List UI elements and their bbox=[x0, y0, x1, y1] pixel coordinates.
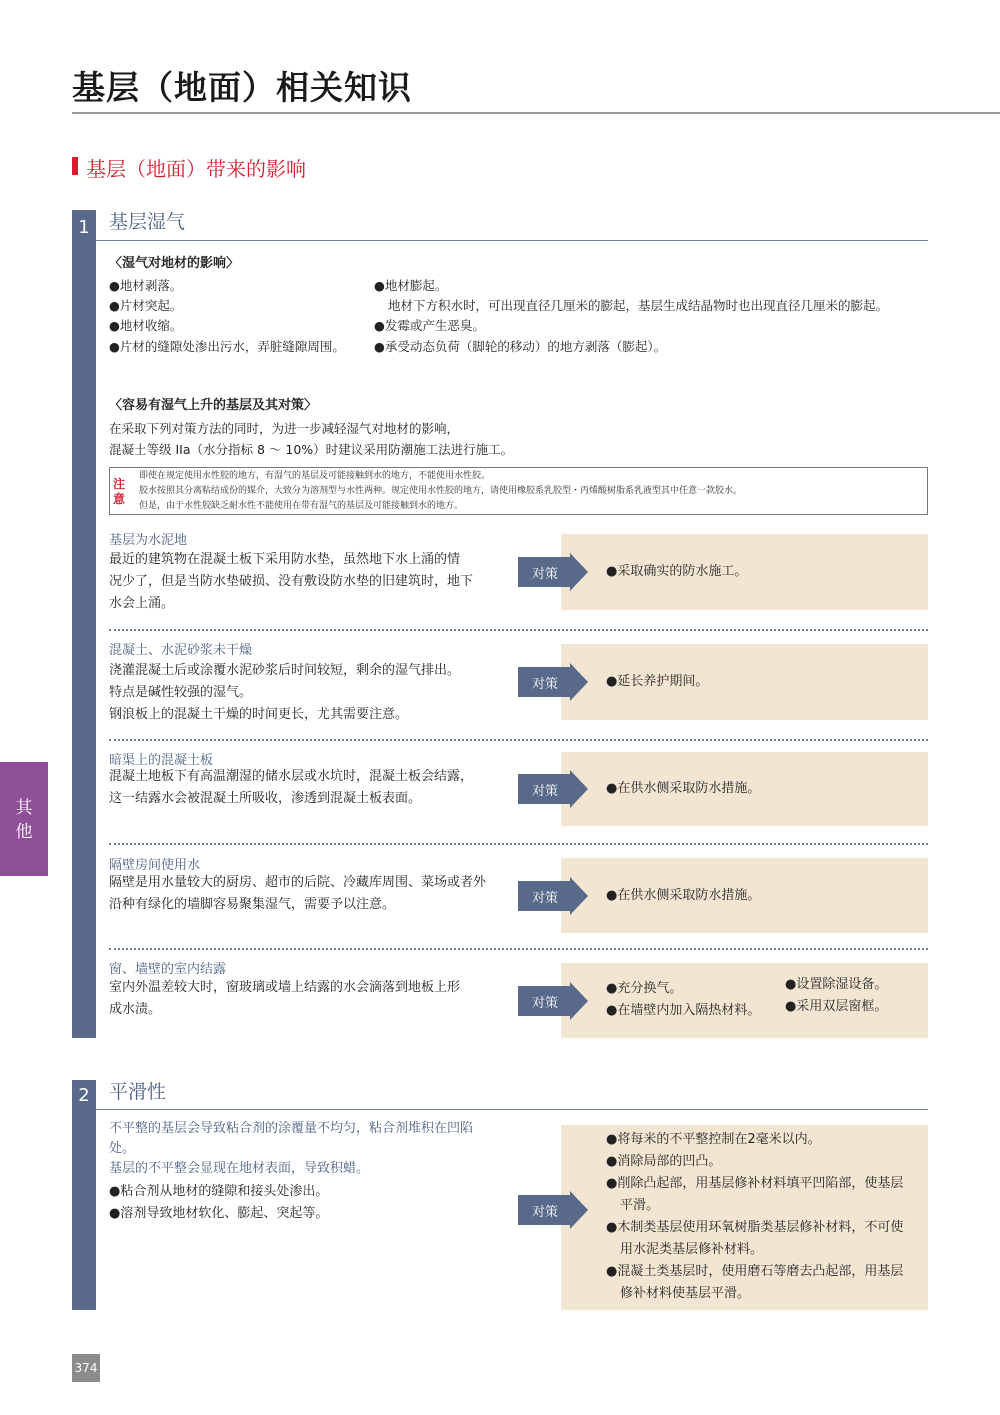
item-title: 基层为水泥地 bbox=[109, 533, 188, 548]
measures-intro: 混凝土等级 IIa（水分指标 8 ～ 10%）时建议采用防潮施工法进行施工。 bbox=[109, 442, 514, 457]
effect-item: ●地材收缩。 bbox=[109, 318, 183, 333]
solution-item: ●充分换气。 bbox=[606, 981, 683, 996]
item-body: 成水渍。 bbox=[109, 1002, 162, 1017]
countermeasure-label: 对策 bbox=[532, 996, 559, 1011]
page-number: 374 bbox=[72, 1354, 100, 1382]
solution-item: ●在供水侧采取防水措施。 bbox=[606, 781, 761, 796]
section-1-title: 基层湿气 bbox=[109, 211, 186, 233]
solution-item: ●消除局部的凹凸。 bbox=[606, 1154, 722, 1169]
solution-item: 用水泥类基层修补材料。 bbox=[620, 1242, 764, 1257]
item-divider bbox=[109, 739, 928, 741]
item-divider bbox=[109, 629, 928, 631]
solution-item: ●木制类基层使用环氧树脂类基层修补材料，不可使 bbox=[606, 1220, 904, 1235]
side-tab-text: 其他 bbox=[15, 798, 33, 842]
solution-item: ●削除凸起部，用基层修补材料填平凹陷部，使基层 bbox=[606, 1176, 904, 1191]
s2-text: 基层的不平整会显现在地材表面，导致积蜡。 bbox=[109, 1161, 370, 1176]
item-body: 况少了，但是当防水垫破损、没有敷设防水垫的旧建筑时，地下 bbox=[109, 574, 474, 589]
section-1-bar bbox=[72, 210, 96, 1038]
item-title: 窗、墙壁的室内结露 bbox=[109, 962, 227, 977]
item-body: 沿种有绿化的墙脚容易聚集湿气，需要予以注意。 bbox=[109, 897, 396, 912]
section-2-bar bbox=[72, 1080, 96, 1310]
solution-item: ●设置除湿设备。 bbox=[785, 977, 888, 992]
countermeasure-label: 对策 bbox=[532, 891, 559, 906]
item-body: 混凝土地板下有高温潮湿的储水层或水坑时，混凝土板会结露， bbox=[109, 769, 474, 784]
item-body: 室内外温差较大时，窗玻璃或墙上结露的水会滴落到地板上形 bbox=[109, 980, 461, 995]
item-body: 浇灌混凝土后或涂覆水泥砂浆后时间较短，剩余的湿气排出。 bbox=[109, 663, 461, 678]
solution-item: 修补材料使基层平滑。 bbox=[620, 1286, 751, 1301]
section-title: 基层（地面）带来的影响 bbox=[86, 157, 306, 181]
caution-line: 胶水按照其分离粘结成份的媒介，大致分为溶剂型与水性两种。规定使用水性胶的地方，请使用橡胶系乳胶型・丙烯酸树脂系乳液型其中任意一款胶水。 bbox=[139, 486, 743, 496]
s2-text: 处。 bbox=[109, 1141, 136, 1156]
effect-item: ●片材突起。 bbox=[109, 298, 183, 313]
section-1-number: 1 bbox=[78, 217, 90, 238]
section-2-rule bbox=[96, 1109, 928, 1110]
title-divider bbox=[72, 112, 1000, 114]
measures-intro: 在采取下列对策方法的同时，为进一步减轻湿气对地材的影响， bbox=[109, 421, 460, 436]
solution-item: ●采取确实的防水施工。 bbox=[606, 564, 748, 579]
item-body: 钢浪板上的混凝土干燥的时间更长，尤其需要注意。 bbox=[109, 707, 409, 722]
section-1-rule bbox=[96, 240, 928, 241]
caution-line: 但是，由于水性胶缺乏耐水性不能使用在带有湿气的基层及可能接触到水的地方。 bbox=[139, 501, 464, 511]
item-title: 混凝土、水泥砂浆未干燥 bbox=[109, 643, 253, 658]
item-body: 特点是碱性较强的湿气。 bbox=[109, 685, 253, 700]
item-body: 最近的建筑物在混凝土板下采用防水垫，虽然地下水上涌的情 bbox=[109, 552, 461, 567]
item-divider bbox=[109, 843, 928, 845]
caution-label: 注意 bbox=[112, 477, 125, 506]
solution-item: ●在供水侧采取防水措施。 bbox=[606, 888, 761, 903]
countermeasure-label: 对策 bbox=[532, 1205, 559, 1220]
solution-item: ●混凝土类基层时，使用磨石等磨去凸起部，用基层 bbox=[606, 1264, 904, 1279]
s2-bullet: ●溶剂导致地材软化、膨起、突起等。 bbox=[109, 1206, 329, 1221]
effects-heading: 〈湿气对地材的影响〉 bbox=[109, 256, 240, 271]
section-2-title: 平滑性 bbox=[109, 1081, 167, 1103]
measures-heading: 〈容易有湿气上升的基层及其对策〉 bbox=[109, 398, 318, 413]
s2-text: 不平整的基层会导致粘合剂的涂覆量不均匀，粘合剂堆积在凹陷 bbox=[109, 1121, 474, 1136]
countermeasure-label: 对策 bbox=[532, 567, 559, 582]
caution-line: 即使在规定使用水性胶的地方，有湿气的基层及可能接触到水的地方，不能使用水性胶。 bbox=[139, 471, 491, 481]
item-divider bbox=[109, 948, 928, 950]
effect-item: ●发霉或产生恶臭。 bbox=[374, 318, 485, 333]
solution-item: ●在墙壁内加入隔热材料。 bbox=[606, 1003, 761, 1018]
section-2-number: 2 bbox=[78, 1085, 90, 1106]
effect-item-detail: 地材下方积水时，可出现直径几厘米的膨起，基层生成结晶物时也出现直径几厘米的膨起。 bbox=[388, 298, 889, 313]
section-marker bbox=[72, 157, 78, 175]
solution-item: 平滑。 bbox=[620, 1198, 660, 1213]
effect-item: ●地材剥落。 bbox=[109, 278, 183, 293]
countermeasure-label: 对策 bbox=[532, 784, 559, 799]
item-body: 这一结露水会被混凝土所吸收，渗透到混凝土板表面。 bbox=[109, 791, 422, 806]
countermeasure-label: 对策 bbox=[532, 677, 559, 692]
item-body: 隔壁是用水量较大的厨房、超市的后院、冷藏库周围、菜场或者外 bbox=[109, 875, 487, 890]
item-body: 水会上涌。 bbox=[109, 596, 175, 611]
item-title: 暗渠上的混凝土板 bbox=[109, 753, 214, 768]
item-title: 隔壁房间使用水 bbox=[109, 858, 201, 873]
solution-item: ●采用双层窗框。 bbox=[785, 999, 888, 1014]
effect-item: ●承受动态负荷（脚轮的移动）的地方剥落（膨起）。 bbox=[374, 339, 667, 354]
side-tab-label bbox=[0, 796, 48, 844]
solution-item: ●延长养护期间。 bbox=[606, 674, 709, 689]
effect-item: ●片材的缝隙处渗出污水，弄脏缝隙周围。 bbox=[109, 339, 345, 354]
s2-bullet: ●粘合剂从地材的缝隙和接头处渗出。 bbox=[109, 1184, 329, 1199]
page-title: 基层（地面）相关知识 bbox=[72, 68, 412, 107]
solution-item: ●将每米的不平整控制在2毫米以内。 bbox=[606, 1132, 821, 1147]
effect-item: ●地材膨起。 bbox=[374, 278, 448, 293]
